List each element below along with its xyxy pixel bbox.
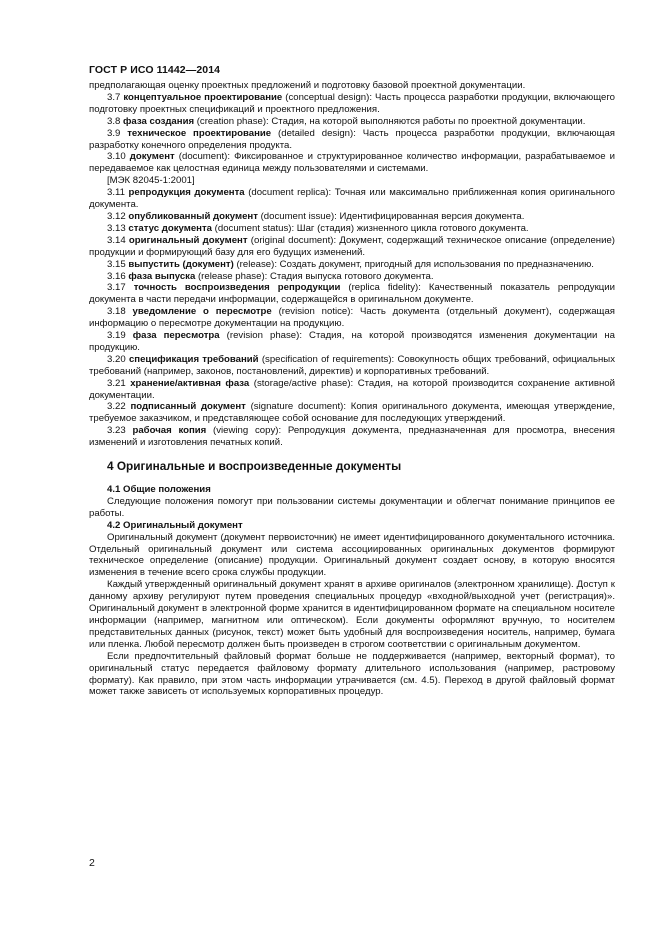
definition-term: хранение/активная фаза — [130, 377, 250, 389]
definition-term: статус документа — [128, 222, 212, 234]
section-4-1-paragraph: Следующие положения помогут при пользовании системы документации и облегчат понимание принципов ее работы. — [89, 495, 615, 519]
section-4-1-heading: 4.1 Общие положения — [107, 484, 211, 495]
definition-3-22: 3.22 подписанный документ (signature document): Копия оригинального документа, имеющая утверждение, требуемое заказчиком, и представляющее собой основание для последующих утверждений. — [89, 401, 615, 425]
document-header: ГОСТ Р ИСО 11442—2014 — [89, 64, 221, 76]
definition-3-15: 3.15 выпустить (документ) (release): Создать документ, пригодный для использования по предназначению. — [107, 258, 594, 270]
definition-3-23: 3.23 рабочая копия (viewing copy): Репродукция документа, предназначенная для просмотра, внесения изменений и изготовления печатных копий. — [89, 425, 615, 449]
section-4-2-paragraph-1: Оригинальный документ (документ первоисточник) не имеет идентифицированного документального источника. Отдельный оригинальный документ или система ассоциированных оригинальных документов формируют техническое определение (описание) продукции. Оригинальный документ создает основу, в которую вносятся изменения в течение всего срока службы продукции. — [89, 531, 615, 579]
definition-3-12: 3.12 опубликованный документ (document issue): Идентифицированная версия документа. — [107, 210, 525, 222]
section-4-heading: 4 Оригинальные и воспроизведенные документы — [107, 459, 402, 474]
definition-term: репродукция документа — [128, 187, 245, 199]
definition-term: выпустить (документ) — [128, 258, 234, 270]
definition-term: уведомление о пересмотре — [132, 306, 272, 318]
section-4-2-paragraph-3: Если предпочтительный файловый формат больше не поддерживается (например, векторный формат), то оригинальный статус передается файловому формату длительного использования (например, растровому формату). Как правило, при этом часть информации утрачивается (см. 4.5). Переход в другой файловый формат может также зависеть от используемых корпоративных процедур. — [89, 650, 615, 698]
definition-term: рабочая копия — [132, 425, 207, 437]
definition-term: фаза выпуска — [128, 270, 196, 282]
definition-term: документ — [129, 151, 175, 163]
source-note: [МЭК 82045-1:2001] — [107, 175, 195, 187]
intro-paragraph: предполагающая оценку проектных предложений и подготовку базовой проектной документации. — [89, 80, 526, 91]
definition-3-19: 3.19 фаза пересмотра (revision phase): Стадия, на которой производятся изменения документации на продукцию. — [89, 330, 615, 353]
definition-3-9: 3.9 техническое проектирование (detailed design): Часть процесса разработки продукции, включающая разработку конечного определения продукта. — [89, 127, 615, 151]
document-body — [89, 80, 615, 698]
definition-3-16: 3.16 фаза выпуска (release phase): Стадия выпуска готового документа. — [107, 270, 434, 282]
definition-term: техническое проектирование — [127, 127, 272, 139]
section-4-2-heading: 4.2 Оригинальный документ — [107, 519, 243, 531]
definition-3-13: 3.13 статус документа (document status): Шаг (стадия) жизненного цикла готового документа. — [107, 222, 529, 234]
definition-3-21: 3.21 хранение/активная фаза (storage/active phase): Стадия, на которой производится сохранение активной документации. — [89, 377, 615, 401]
definition-3-14: 3.14 оригинальный документ (original document): Документ, содержащий техническое описание (определение) продукции и формирующий базу для его будущих изменений. — [89, 234, 615, 258]
definition-3-10: 3.10 документ (document): Фиксированное и структурированное количество информации, разрабатываемое и передаваемое как целостная единица между пользователями и системами. — [89, 151, 615, 175]
definition-3-20: 3.20 спецификация требований (specification of requirements): Совокупность общих требований, официальных требований (например, законов, постановлений, директив) и корпоративных требований. — [89, 353, 615, 377]
definition-3-17: 3.17 точность воспроизведения репродукции (replica fidelity): Качественный показатель репродукции документа в части передачи информации, содержащейся в оригинальном документе. — [89, 282, 615, 306]
definition-term: спецификация требований — [128, 353, 259, 365]
definition-term: фаза пересмотра — [132, 330, 220, 342]
definition-3-8: 3.8 фаза создания (creation phase): Стадия, на которой выполняются работы по проектной документации. — [107, 115, 586, 127]
definition-term: фаза создания — [123, 115, 195, 127]
page-number: 2 — [89, 857, 95, 869]
definition-3-18: 3.18 уведомление о пересмотре (revision notice): Часть документа (отдельный документ), содержащая информацию о пересмотре документации на продукцию. — [89, 306, 615, 330]
definition-term: оригинальный документ — [128, 234, 248, 246]
section-4-2-paragraph-2: Каждый утвержденный оригинальный документ хранят в архиве оригиналов (электронном хранилище). Доступ к данному архиву регулируют путем проведения специальных процедур «входной/выходной учет (регистрация)». Оригинальный документ в электронной форме хранится в идентифицированном формате на специальном носителе информации (например, магнитном или оптическом). Если документы оформляют вручную, то носителем представительных данных (рисунок, текст) может быть удобный для воспроизведения носитель, например, бумага или пленка. Любой пересмотр должен быть произведен в строгом соответствии с оригинальным документом. — [89, 579, 615, 650]
definition-term: точность воспроизведения репродукции — [133, 282, 341, 294]
definition-term: опубликованный документ — [128, 210, 258, 222]
definition-term: концептуальное проектирование — [123, 91, 283, 103]
definition-3-11: 3.11 репродукция документа (document replica): Точная или максимально приближенная копия оригинального документа. — [89, 187, 615, 211]
definition-3-7: 3.7 концептуальное проектирование (conceptual design): Часть процесса разработки продукции, включающего подготовку проектных спецификаций и проектного предложения. — [89, 91, 615, 115]
definition-term: подписанный документ — [130, 401, 246, 413]
